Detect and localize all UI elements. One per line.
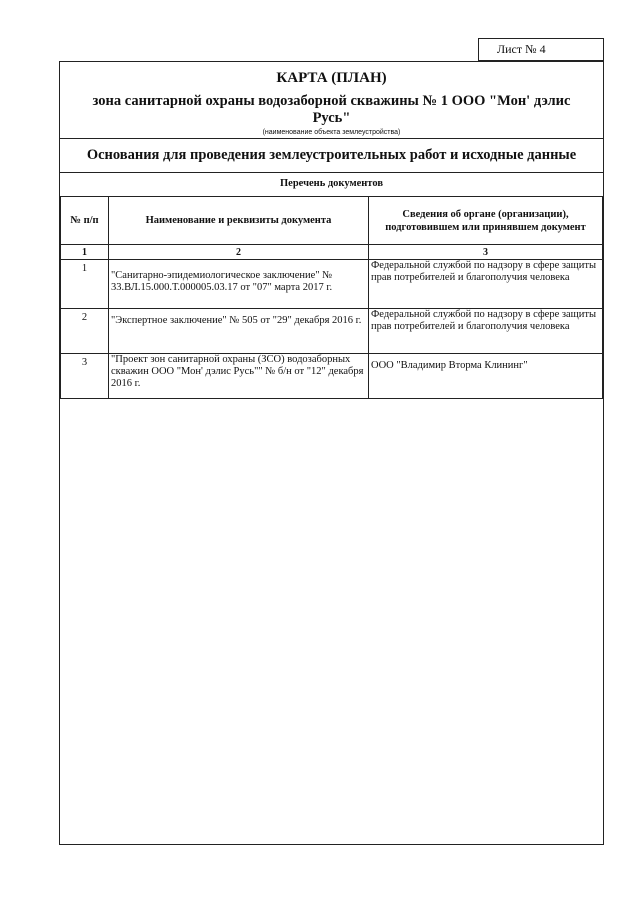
sheet-number-box <box>478 38 604 61</box>
column-number: 2 <box>109 245 369 260</box>
organization-name: Федеральной службой по надзору в сфере защиты прав потребителей и благополучия человека <box>369 309 603 354</box>
row-number: 3 <box>61 354 109 399</box>
documents-table <box>60 196 603 399</box>
title-block <box>60 62 603 139</box>
doc-list-heading: Перечень документов <box>60 172 603 197</box>
row-number: 2 <box>61 309 109 354</box>
document-name: "Экспертное заключение" № 505 от "29" декабря 2016 г. <box>109 309 369 354</box>
column-number: 1 <box>61 245 109 260</box>
table-row <box>61 260 603 309</box>
row-number: 1 <box>61 260 109 309</box>
header-number: № п/п <box>61 197 109 245</box>
document-subtitle: зона санитарной охраны водозаборной скважины № 1 ООО "Мон' дэлис Русь" <box>92 93 571 126</box>
basis-heading: Основания для проведения землеустроительных работ и исходные данные <box>60 138 603 173</box>
header-document: Наименование и реквизиты документа <box>109 197 369 245</box>
column-number-row <box>61 245 603 260</box>
sheet-number: Лист № 4 <box>497 42 546 56</box>
column-number: 3 <box>369 245 603 260</box>
subtitle-caption: (наименование объекта землеустройства) <box>262 129 401 136</box>
organization-name: ООО "Владимир Вторма Клининг" <box>369 354 603 399</box>
header-organization: Сведения об органе (организации), подготовившем или принявшем документ <box>369 197 603 245</box>
document-name: "Проект зон санитарной охраны (ЗСО) водозаборных скважин ООО "Мон' дэлис Русь"" № б/н от "12" декабря 2016 г. <box>109 354 369 399</box>
document-frame <box>59 61 604 845</box>
document-name: "Санитарно-эпидемиологическое заключение" № 33.ВЛ.15.000.Т.000005.03.17 от "07" марта 2017 г. <box>109 260 369 309</box>
table-row <box>61 354 603 399</box>
organization-name: Федеральной службой по надзору в сфере защиты прав потребителей и благополучия человека <box>369 260 603 309</box>
document-title: КАРТА (ПЛАН) <box>276 70 387 86</box>
table-header-row <box>61 197 603 245</box>
table-row <box>61 309 603 354</box>
